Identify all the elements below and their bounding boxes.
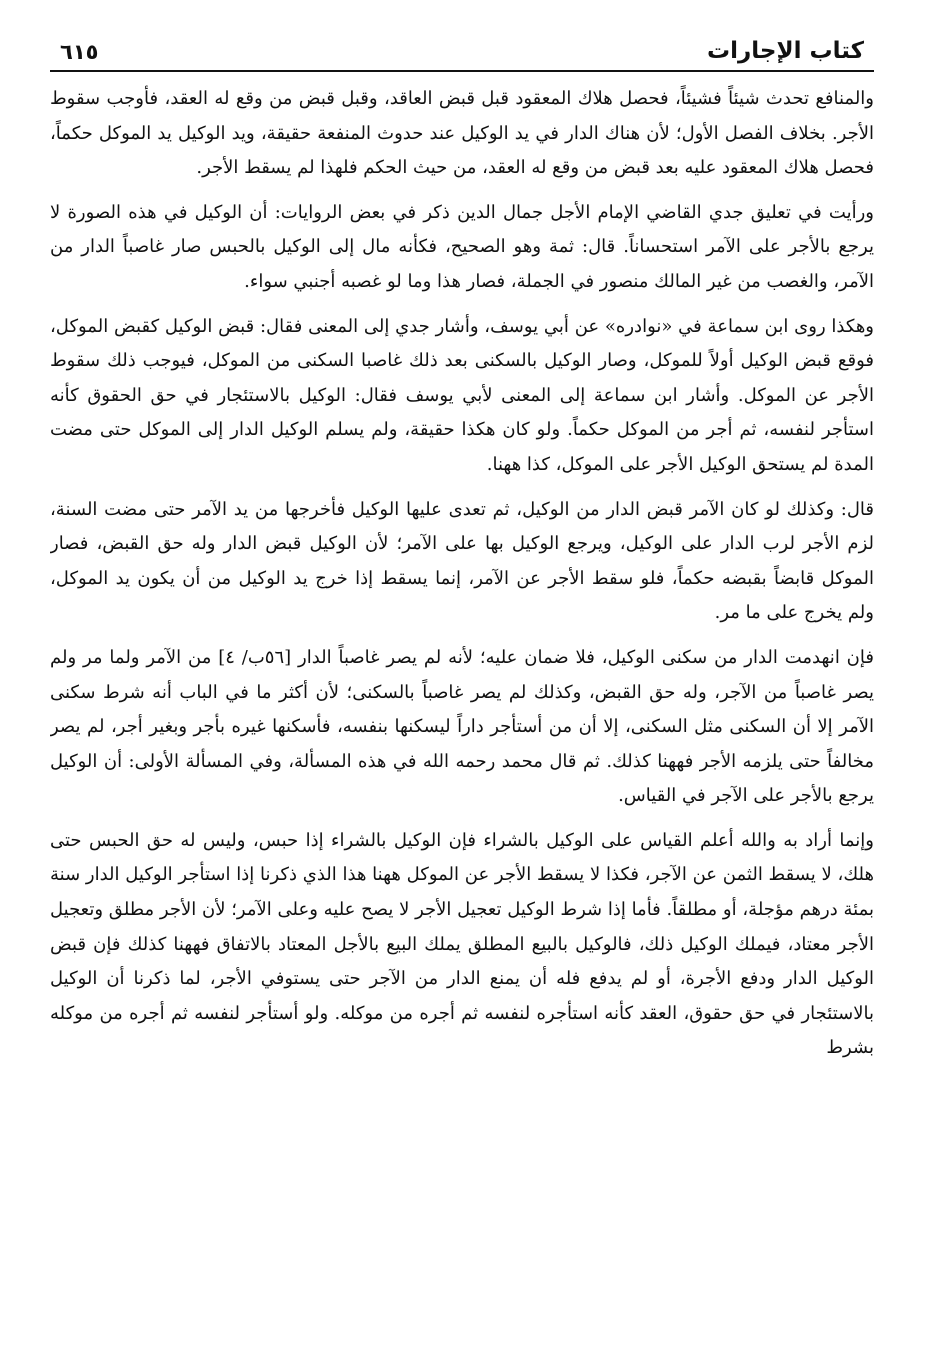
paragraph: وإنما أراد به والله أعلم القياس على الوكيل بالشراء فإن الوكيل بالشراء إذا حبس، وليس له حق الحبس حتى هلك، لا يسقط الثمن عن الآجر، فكذا لا يسقط الأجر عن الموكل ههنا هذا الذي ذكرنا إذا استأجر الوكيل الدار سنة بمئة درهم مؤجلة، أو مطلقاً. فأما إذا شرط الوكيل تعجيل الأجر لا يصح عليه وعلى الآمر؛ لأن الأجر مطلق وتعجيل الأجر معتاد، فيملك الوكيل ذلك، فالوكيل بالبيع المطلق يملك البيع بالأجل المعتاد بالاتفاق فههنا كذلك فإن قبض الوكيل الدار ودفع الأجرة، أو لم يدفع فله أن يمنع الدار من الآجر حتى يستوفي الأجر، لما ذكرنا أن الوكيل بالاستئجار في حق حقوق، العقد كأنه استأجره لنفسه ثم أجره من موكله. ولو أستأجر لنفسه ثم أجره من موكله بشرط <box>50 829 874 1059</box>
page-header <box>50 24 874 72</box>
paragraph: قال: وكذلك لو كان الآمر قبض الدار من الوكيل، ثم تعدى عليها الوكيل فأخرجها من يد الآمر حتى مضت السنة، لزم الأجر لرب الدار على الوكيل، ويرجع الوكيل بها على الآمر؛ لأن الوكيل قبض الدار وله حق القبض، فصار الموكل قابضاً بقبضه حكماً، فلو سقط الأجر عن الآمر، إنما يسقط إذا خرج يد الوكيل من أن يكون يد الموكل، ولم يخرج على ما مر. <box>50 498 874 624</box>
running-title: كتاب الإجارات <box>707 38 864 64</box>
page-number: ٦١٥ <box>60 40 99 64</box>
book-page <box>50 24 874 1344</box>
paragraph: فإن انهدمت الدار من سكنى الوكيل، فلا ضمان عليه؛ لأنه لم يصر غاصباً الدار [٥٦ب/ ٤] من الآمر ولما مر ولم يصر غاصباً من الآجر، وله حق القبض، وكذلك لم يصر غاصباً بالسكنى؛ لأن أكثر ما في الباب أنه شرط سكنى الآمر إلا أن السكنى مثل السكنى، إلا أن من أستأجر داراً ليسكنها بنفسه، فأسكنها غيره بأجر وبغير أجر، لم يصر مخالفاً حتى يلزمه الأجر فههنا كذلك. ثم قال محمد رحمه الله في هذه المسألة، وفي المسألة الأولى: أن الوكيل يرجع بالأجر على الآجر في القياس. <box>50 646 874 807</box>
paragraph: ورأيت في تعليق جدي القاضي الإمام الأجل جمال الدين ذكر في بعض الروايات: أن الوكيل في هذه الصورة لا يرجع بالأجر على الآمر استحساناً. قال: ثمة وهو الصحيح، فكأنه مال إلى الوكيل بالحبس صار غاصباً الدار من الآمر، والغصب من غير المالك منصور في الجملة، فصار هذا وما لو غصبه أجنبي سواء. <box>50 201 874 292</box>
page-body <box>50 72 874 1066</box>
paragraph: والمنافع تحدث شيئاً فشيئاً، فحصل هلاك المعقود قبل قبض العاقد، وقبل قبض من وقع له العقد، فأوجب سقوط الأجر. بخلاف الفصل الأول؛ لأن هناك الدار في يد الوكيل عند حدوث المنفعة حقيقة، ويد الوكيل يد الموكل حكماً، فحصل هلاك المعقود عليه بعد قبض من وقع له العقد، من حيث الحكم فلهذا لم يسقط الأجر. <box>50 88 874 179</box>
paragraph: وهكذا روى ابن سماعة في «نوادره» عن أبي يوسف، وأشار جدي إلى المعنى فقال: قبض الوكيل كقبض الموكل، فوقع قبض الوكيل أولاً للموكل، وصار الوكيل بالسكنى بعد ذلك غاصبا السكنى من الموكل، فيوجب ذلك سقوط الأجر عن الموكل. وأشار ابن سماعة إلى المعنى لأبي يوسف فقال: الوكيل بالاستئجار في حق الحقوق كأنه استأجر لنفسه، ثم أجر من الموكل حكماً. ولو كان هكذا حقيقة، ولم يسلم الوكيل الدار إلى الموكل حتى مضت المدة لم يستحق الوكيل الأجر على الموكل، كذا ههنا. <box>50 315 874 475</box>
